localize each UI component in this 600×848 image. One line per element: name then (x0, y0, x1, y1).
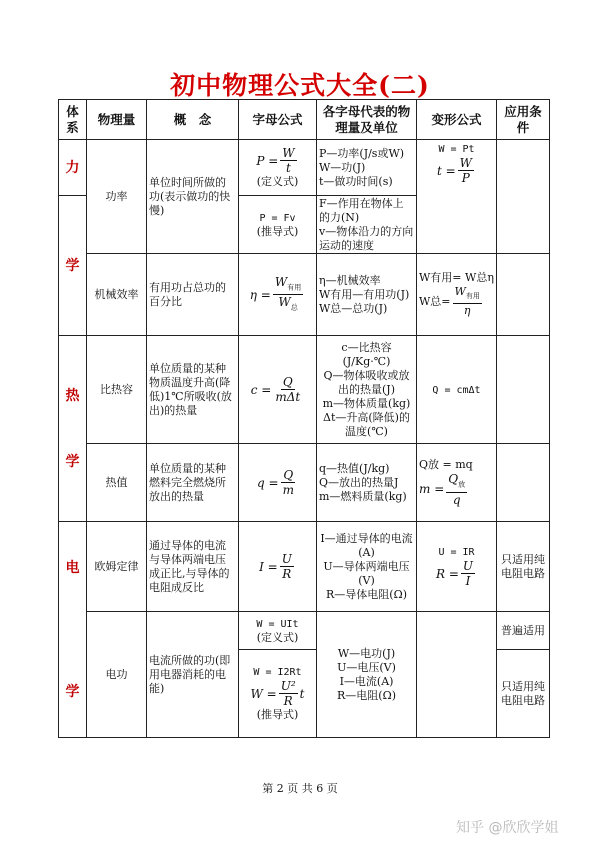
formula-efficiency: η = $\frac{W_{有用}}{W_总}$ (239, 254, 317, 336)
formula-electric-work-definition: W = UIt (定义式) (239, 612, 317, 650)
table-row (59, 140, 550, 196)
formula-table (58, 99, 550, 738)
variant-efficiency: W有用= W总η W总= $\frac{W_{有用}}{\eta}$ (417, 254, 497, 336)
meaning-electric-work: W—电功(J) U—电压(V) I—电流(A) R—电阻(Ω) (317, 612, 417, 738)
header-formula: 字母公式 (239, 100, 317, 140)
meaning-power-2: F—作用在物体上的力(N) v—物体沿力的方向运动的速度 (317, 196, 417, 254)
table-row (59, 522, 550, 612)
variant-ohm: U = IR R = $\frac{U}{I}$ (417, 522, 497, 612)
header-row (59, 100, 550, 140)
formula-power-definition: P = $\frac{W}{t}$ (定义式) (239, 140, 317, 196)
table-row (59, 254, 550, 336)
condition-ohm: 只适用纯电阻电路 (497, 522, 550, 612)
page-title: 初中物理公式大全(二) (170, 71, 430, 100)
condition-electric-work-general: 普遍适用 (497, 612, 550, 650)
condition-electric-work-pure: 只适用纯电阻电路 (497, 650, 550, 738)
formula-power-derived: P = Fv (推导式) (239, 196, 317, 254)
concept-electric-work: 电流所做的功(即用电器消耗的电能) (147, 612, 239, 738)
formula-electric-work-derived: W = I2Rt W = $\frac{\text{U²}}{R}$ t (推导式) (239, 650, 317, 738)
watermark: 知乎 @欣欣学姐 (456, 820, 559, 836)
quantity-heat-value: 热值 (87, 444, 147, 522)
header-quantity: 物理量 (87, 100, 147, 140)
variant-heat-value: Q放 = mq m = $\frac{Q_放}{q}$ (417, 444, 497, 522)
system-heat: 热 学 (59, 336, 87, 522)
quantity-efficiency: 机械效率 (87, 254, 147, 336)
meaning-heat-value: q—热值(J/kg) Q—放出的热量J m—燃料质量(kg) (317, 444, 417, 522)
formula-heat-value: q = $\frac{Q}{m}$ (239, 444, 317, 522)
header-concept: 概 念 (147, 100, 239, 140)
meaning-ohm: I—通过导体的电流(A) U—导体两端电压(V) R—导体电阻(Ω) (317, 522, 417, 612)
meaning-power-1: P—功率(J/s或W) W—功(J) t—做功时间(s) (317, 140, 417, 196)
concept-efficiency: 有用功占总功的百分比 (147, 254, 239, 336)
concept-heat-value: 单位质量的某种燃料完全燃烧所放出的热量 (147, 444, 239, 522)
quantity-power: 功率 (87, 140, 147, 254)
variant-power: W = Pt t = $\frac{W}{P}$ (417, 140, 497, 254)
condition-power (497, 140, 550, 254)
formula-ohm: I = $\frac{U}{R}$ (239, 522, 317, 612)
concept-power: 单位时间所做的功(表示做功的快慢) (147, 140, 239, 254)
quantity-ohm: 欧姆定律 (87, 522, 147, 612)
quantity-specific-heat: 比热容 (87, 336, 147, 444)
system-mechanics-2: 学 (59, 196, 87, 336)
formula-specific-heat: c = $\frac{Q}{\text{mΔt}}$ (239, 336, 317, 444)
table-row (59, 336, 550, 444)
meaning-efficiency: η—机械效率 W有用—有用功(J) W总—总功(J) (317, 254, 417, 336)
system-electricity: 电 学 (59, 522, 87, 738)
table-row (59, 444, 550, 522)
header-condition: 应用条件 (497, 100, 550, 140)
header-system: 体系 (59, 100, 87, 140)
table-row (59, 612, 550, 650)
condition-specific-heat (497, 336, 550, 444)
meaning-specific-heat: c—比热容(J/Kg·℃) Q—物体吸收或放出的热量(J) m—物体质量(kg) Δt—升高(降低)的温度(℃) (317, 336, 417, 444)
concept-ohm: 通过导体的电流与导体两端电压成正比,与导体的电阻成反比 (147, 522, 239, 612)
quantity-electric-work: 电功 (87, 612, 147, 738)
condition-efficiency (497, 254, 550, 336)
condition-heat-value (497, 444, 550, 522)
concept-specific-heat: 单位质量的某种物质温度升高(降低)1℃所吸收(放出)的热量 (147, 336, 239, 444)
variant-specific-heat: Q = cmΔt (417, 336, 497, 444)
system-mechanics-1: 力 (59, 140, 87, 196)
header-variant: 变形公式 (417, 100, 497, 140)
header-meaning: 各字母代表的物理量及单位 (317, 100, 417, 140)
page-footer: 第 2 页 共 6 页 (262, 782, 338, 795)
variant-electric-work (417, 612, 497, 738)
